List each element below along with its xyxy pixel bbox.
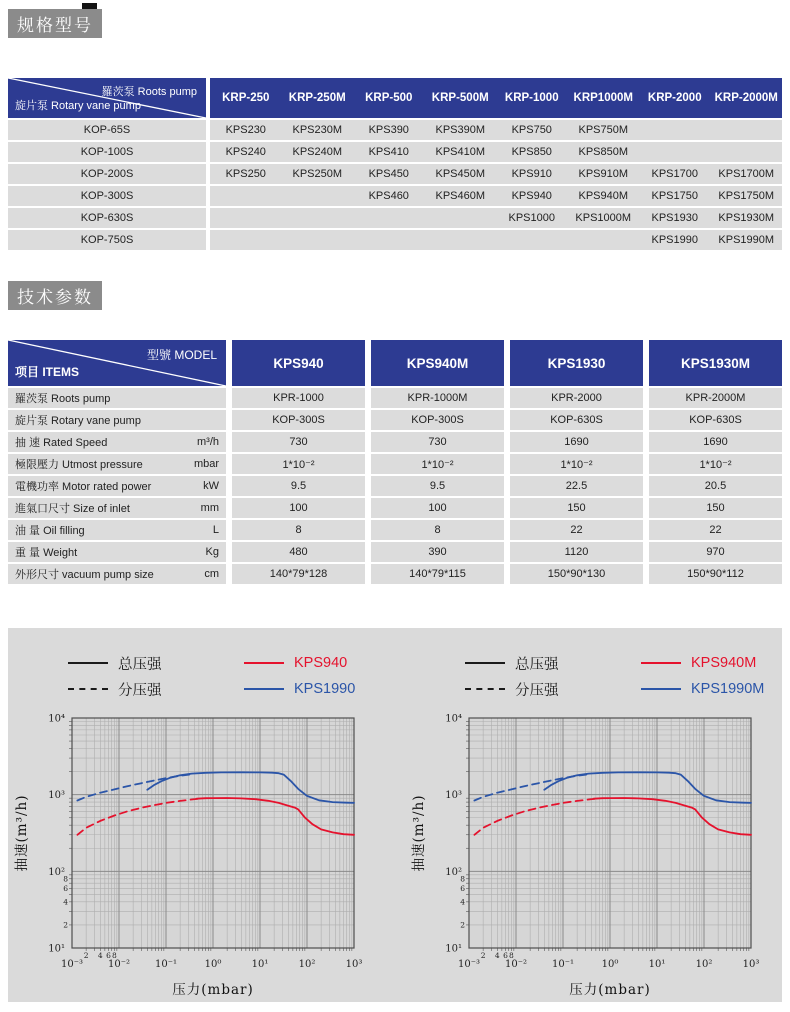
spec-value-cell: 1*10⁻² bbox=[232, 454, 365, 474]
combination-model-cell: KPS1700M bbox=[718, 168, 775, 180]
y-minor-tick-label: 8 bbox=[460, 874, 465, 884]
chart-kps940-kps1990 bbox=[8, 628, 395, 1002]
combination-model-cell bbox=[425, 230, 497, 250]
combination-model-cell bbox=[282, 186, 354, 206]
spec-value-cell: 140*79*128 bbox=[232, 564, 365, 584]
model-table-row bbox=[8, 142, 782, 162]
legend-line-swatch bbox=[68, 688, 108, 690]
model-table-row bbox=[8, 120, 782, 140]
spec-value-cell: 1*10⁻² bbox=[371, 454, 504, 474]
model-table-corner-cell bbox=[8, 78, 206, 118]
combination-model-cell: KPS1930M bbox=[718, 212, 775, 224]
legend-item bbox=[68, 679, 244, 700]
legend-line-swatch bbox=[465, 662, 505, 664]
legend-label: KPS940M bbox=[691, 655, 757, 671]
spec-table-row bbox=[8, 564, 782, 584]
roots-pump-column-header: KRP-500M bbox=[431, 92, 489, 104]
combination-model-cell: KPS910 bbox=[511, 168, 552, 180]
y-tick-label: 10³ bbox=[445, 790, 462, 802]
model-table-cells bbox=[210, 186, 782, 206]
corner-label-rotary-vane-pump: 旋片泵 Rotary vane pump bbox=[15, 100, 141, 112]
spec-column-header: KPS1930 bbox=[510, 340, 643, 386]
corner-label-items: 项目 ITEMS bbox=[15, 365, 80, 379]
combination-model-cell: KPS410 bbox=[368, 146, 409, 158]
spec-column-header: KPS940M bbox=[371, 340, 504, 386]
rotary-vane-pump-model: KOP-200S bbox=[8, 164, 206, 184]
y-tick-label: 10¹ bbox=[445, 943, 462, 955]
combination-model-cell bbox=[568, 230, 640, 250]
combination-model-cell bbox=[353, 230, 425, 250]
spec-row-label-cell bbox=[8, 542, 226, 562]
x-minor-tick-label: 2 bbox=[83, 951, 89, 960]
x-tick-label: 10⁰ bbox=[204, 959, 222, 970]
roots-pump-column-header: KRP-500 bbox=[365, 92, 413, 104]
legend-item bbox=[244, 681, 355, 697]
spec-value-cell: 1690 bbox=[649, 432, 782, 452]
spec-item-unit: cm bbox=[204, 568, 219, 580]
combination-model-cell: KPS230 bbox=[225, 124, 266, 136]
x-minor-tick-label: 2 bbox=[480, 951, 486, 960]
combination-model-cell: KPS1000 bbox=[508, 212, 555, 224]
spec-value-cell: 150*90*112 bbox=[649, 564, 782, 584]
rotary-vane-pump-model: KOP-65S bbox=[8, 120, 206, 140]
spec-row-label-cell bbox=[8, 476, 226, 496]
spec-table-row bbox=[8, 388, 782, 408]
x-minor-tick-label: 8 bbox=[509, 951, 514, 960]
x-tick-label: 10⁻² bbox=[504, 959, 528, 970]
x-minor-tick-label: 4 bbox=[97, 951, 103, 960]
combination-model-cell: KPS1000M bbox=[575, 212, 632, 224]
spec-item-label: 羅茨泵 Roots pump bbox=[15, 393, 111, 405]
y-minor-tick-label: 8 bbox=[63, 874, 68, 884]
combination-model-cell bbox=[210, 208, 282, 228]
combination-model-cell: KPS460M bbox=[435, 190, 486, 202]
speed-pressure-chart bbox=[405, 704, 785, 1004]
spec-value-cell: 9.5 bbox=[371, 476, 504, 496]
spec-value-cell: 150 bbox=[510, 498, 643, 518]
combination-model-cell: KPS1700 bbox=[651, 168, 698, 180]
legend-label: 总压强 bbox=[515, 656, 559, 673]
combination-model-cell: KPS410M bbox=[435, 146, 486, 158]
spec-value-cell: 1690 bbox=[510, 432, 643, 452]
rotary-vane-pump-model: KOP-100S bbox=[8, 142, 206, 162]
combination-model-cell: KPS1750M bbox=[718, 190, 775, 202]
spec-table-row bbox=[8, 476, 782, 496]
spec-item-unit: mbar bbox=[193, 458, 219, 470]
combination-model-cell bbox=[353, 208, 425, 228]
roots-pump-column-header: KRP-250M bbox=[288, 92, 346, 104]
x-tick-label: 10⁻³ bbox=[60, 959, 84, 970]
combination-model-cell: KPS240 bbox=[225, 146, 266, 158]
spec-row-label-cell bbox=[8, 432, 226, 452]
spec-item-label: 進氣口尺寸 Size of inlet bbox=[15, 503, 130, 515]
combination-model-cell bbox=[425, 208, 497, 228]
combination-model-cell: KPS250 bbox=[225, 168, 266, 180]
spec-column-header: KPS940 bbox=[232, 340, 365, 386]
chart-legend bbox=[68, 650, 355, 702]
spec-item-label: 抽 速 Rated Speed bbox=[15, 437, 108, 449]
model-table-row bbox=[8, 208, 782, 228]
legend-item bbox=[641, 681, 764, 697]
legend-label: 总压强 bbox=[118, 656, 162, 673]
x-tick-label: 10¹ bbox=[648, 959, 666, 970]
legend-item bbox=[641, 655, 764, 671]
performance-charts-panel bbox=[8, 628, 782, 1002]
x-tick-label: 10⁻³ bbox=[457, 959, 481, 970]
model-table-row bbox=[8, 164, 782, 184]
x-tick-label: 10³ bbox=[345, 959, 363, 970]
y-axis-label: 抽速(m³/h) bbox=[14, 794, 30, 872]
combination-model-cell bbox=[639, 120, 711, 140]
spec-item-label: 電機功率 Motor rated power bbox=[15, 481, 152, 493]
combination-model-cell bbox=[639, 142, 711, 162]
spec-row-label-cell bbox=[8, 388, 226, 408]
y-tick-label: 10⁴ bbox=[48, 713, 65, 725]
technical-parameters-table bbox=[8, 340, 782, 584]
spec-value-cell: KPR-2000M bbox=[649, 388, 782, 408]
model-table-columns bbox=[210, 78, 782, 118]
spec-item-unit: kW bbox=[203, 480, 219, 492]
legend-item bbox=[465, 653, 641, 674]
y-tick-label: 10⁴ bbox=[445, 713, 462, 725]
legend-item bbox=[465, 679, 641, 700]
spec-item-unit: L bbox=[212, 524, 219, 536]
combination-model-cell: KPS230M bbox=[292, 124, 343, 136]
x-minor-tick-label: 6 bbox=[503, 951, 508, 960]
roots-pump-column-header: KRP-250 bbox=[222, 92, 270, 104]
spec-row-label-cell bbox=[8, 454, 226, 474]
spec-value-cell: 730 bbox=[232, 432, 365, 452]
spec-value-cell: 140*79*115 bbox=[371, 564, 504, 584]
roots-pump-column-header: KRP1000M bbox=[573, 92, 633, 104]
y-minor-tick-label: 6 bbox=[63, 883, 68, 893]
model-table-header bbox=[8, 78, 782, 118]
spec-value-cell: 22 bbox=[649, 520, 782, 540]
model-table-cells bbox=[210, 142, 782, 162]
combination-model-cell: KPS850 bbox=[511, 146, 552, 158]
combination-model-cell: KPS240M bbox=[292, 146, 343, 158]
rotary-vane-pump-model: KOP-300S bbox=[8, 186, 206, 206]
spec-table-row bbox=[8, 498, 782, 518]
combination-model-cell bbox=[711, 120, 783, 140]
spec-item-unit: Kg bbox=[205, 546, 219, 558]
combination-model-cell: KPS390M bbox=[435, 124, 486, 136]
legend-item bbox=[244, 655, 355, 671]
y-minor-tick-label: 2 bbox=[63, 920, 68, 930]
model-table-cells bbox=[210, 208, 782, 228]
combination-model-cell: KPS850M bbox=[578, 146, 629, 158]
legend-line-swatch bbox=[641, 688, 681, 690]
combination-model-cell: KPS1750 bbox=[651, 190, 698, 202]
spec-value-cell: 1120 bbox=[510, 542, 643, 562]
corner-label-model: 型號 MODEL bbox=[146, 348, 217, 362]
spec-value-cell: KOP-630S bbox=[510, 410, 643, 430]
x-tick-label: 10⁻¹ bbox=[551, 959, 575, 970]
y-minor-tick-label: 2 bbox=[460, 920, 465, 930]
legend-line-swatch bbox=[465, 688, 505, 690]
y-tick-label: 10¹ bbox=[48, 943, 65, 955]
section-title-spec: 规格型号 bbox=[8, 9, 102, 38]
x-minor-tick-label: 8 bbox=[112, 951, 117, 960]
legend-label: KPS1990M bbox=[691, 681, 765, 697]
spec-value-cell: KPR-1000M bbox=[371, 388, 504, 408]
y-tick-label: 10² bbox=[445, 866, 462, 878]
spec-value-cell: 730 bbox=[371, 432, 504, 452]
spec-item-label: 極限壓力 Utmost pressure bbox=[15, 459, 143, 471]
spec-table-row bbox=[8, 542, 782, 562]
spec-row-label-cell bbox=[8, 520, 226, 540]
combination-model-cell bbox=[282, 208, 354, 228]
spec-value-cell: 8 bbox=[371, 520, 504, 540]
rotary-vane-pump-model: KOP-630S bbox=[8, 208, 206, 228]
model-table-cells bbox=[210, 120, 782, 140]
model-table-row bbox=[8, 186, 782, 206]
combination-model-cell: KPS390 bbox=[368, 124, 409, 136]
spec-item-unit: mm bbox=[200, 502, 219, 514]
spec-value-cell: KOP-300S bbox=[371, 410, 504, 430]
spec-item-label: 重 量 Weight bbox=[15, 547, 78, 559]
chart-kps940m-kps1990m bbox=[395, 628, 782, 1002]
combination-model-cell bbox=[496, 230, 568, 250]
spec-row-label-cell bbox=[8, 564, 226, 584]
x-minor-tick-label: 4 bbox=[494, 951, 500, 960]
rotary-vane-pump-model: KOP-750S bbox=[8, 230, 206, 250]
spec-value-cell: KOP-300S bbox=[232, 410, 365, 430]
combination-model-cell: KPS940 bbox=[511, 190, 552, 202]
spec-value-cell: 8 bbox=[232, 520, 365, 540]
spec-item-unit: m³/h bbox=[197, 436, 219, 448]
spec-table-row bbox=[8, 432, 782, 452]
spec-value-cell: 100 bbox=[371, 498, 504, 518]
x-tick-label: 10² bbox=[298, 959, 316, 970]
chart-legend bbox=[465, 650, 764, 702]
x-tick-label: 10³ bbox=[742, 959, 760, 970]
x-minor-tick-label: 6 bbox=[106, 951, 111, 960]
spec-value-cell: 20.5 bbox=[649, 476, 782, 496]
legend-label: 分压强 bbox=[515, 682, 559, 699]
combination-model-cell: KPS750 bbox=[511, 124, 552, 136]
legend-label: 分压强 bbox=[118, 682, 162, 699]
combination-model-cell: KPS460 bbox=[368, 190, 409, 202]
combination-model-cell: KPS1930 bbox=[651, 212, 698, 224]
spec-table-row bbox=[8, 520, 782, 540]
spec-value-cell: 480 bbox=[232, 542, 365, 562]
spec-value-cell: 390 bbox=[371, 542, 504, 562]
corner-label-roots-pump: 羅茨泵 Roots pump bbox=[101, 86, 197, 98]
model-combination-table bbox=[8, 78, 782, 250]
combination-model-cell bbox=[210, 230, 282, 250]
spec-value-cell: 22.5 bbox=[510, 476, 643, 496]
combination-model-cell: KPS1990M bbox=[718, 234, 775, 246]
model-table-row bbox=[8, 230, 782, 250]
x-tick-label: 10² bbox=[695, 959, 713, 970]
spec-value-cell: 150 bbox=[649, 498, 782, 518]
combination-model-cell: KPS450M bbox=[435, 168, 486, 180]
spec-column-header: KPS1930M bbox=[649, 340, 782, 386]
model-table-body bbox=[8, 120, 782, 250]
combination-model-cell: KPS450 bbox=[368, 168, 409, 180]
legend-label: KPS1990 bbox=[294, 681, 356, 697]
x-tick-label: 10⁻² bbox=[107, 959, 131, 970]
x-tick-label: 10⁰ bbox=[601, 959, 619, 970]
section-title-tech: 技术参数 bbox=[8, 281, 102, 310]
combination-model-cell bbox=[282, 230, 354, 250]
y-minor-tick-label: 6 bbox=[460, 883, 465, 893]
spec-item-label: 旋片泵 Rotary vane pump bbox=[15, 415, 141, 427]
model-table-cells bbox=[210, 164, 782, 184]
y-minor-tick-label: 4 bbox=[63, 897, 68, 907]
x-tick-label: 10⁻¹ bbox=[154, 959, 178, 970]
legend-line-swatch bbox=[244, 662, 284, 664]
spec-item-label: 外形尺寸 vacuum pump size bbox=[15, 569, 154, 581]
legend-line-swatch bbox=[68, 662, 108, 664]
spec-table-row bbox=[8, 410, 782, 430]
combination-model-cell: KPS910M bbox=[578, 168, 629, 180]
x-tick-label: 10¹ bbox=[251, 959, 269, 970]
spec-value-cell: 1*10⁻² bbox=[649, 454, 782, 474]
roots-pump-column-header: KRP-2000 bbox=[647, 92, 702, 104]
combination-model-cell: KPS250M bbox=[292, 168, 343, 180]
spec-item-label: 油 量 Oil filling bbox=[15, 525, 85, 537]
roots-pump-column-header: KRP-2000M bbox=[714, 92, 778, 104]
y-tick-label: 10³ bbox=[48, 790, 65, 802]
spec-value-cell: 22 bbox=[510, 520, 643, 540]
spec-row-label-cell bbox=[8, 498, 226, 518]
y-axis-label: 抽速(m³/h) bbox=[411, 794, 427, 872]
spec-value-cell: 100 bbox=[232, 498, 365, 518]
combination-model-cell: KPS1990 bbox=[651, 234, 698, 246]
spec-row-label-cell bbox=[8, 410, 226, 430]
y-tick-label: 10² bbox=[48, 866, 65, 878]
combination-model-cell bbox=[210, 186, 282, 206]
spec-value-cell: KOP-630S bbox=[649, 410, 782, 430]
spec-value-cell: KPR-1000 bbox=[232, 388, 365, 408]
x-axis-label: 压力(mbar) bbox=[172, 982, 254, 998]
legend-line-swatch bbox=[641, 662, 681, 664]
model-table-cells bbox=[210, 230, 782, 250]
spec-value-cell: KPR-2000 bbox=[510, 388, 643, 408]
spec-value-cell: 150*90*130 bbox=[510, 564, 643, 584]
x-axis-label: 压力(mbar) bbox=[569, 982, 651, 998]
spec-table-body bbox=[8, 388, 782, 584]
legend-line-swatch bbox=[244, 688, 284, 690]
legend-item bbox=[68, 653, 244, 674]
legend-label: KPS940 bbox=[294, 655, 348, 671]
spec-value-cell: 9.5 bbox=[232, 476, 365, 496]
combination-model-cell: KPS940M bbox=[578, 190, 629, 202]
spec-value-cell: 970 bbox=[649, 542, 782, 562]
spec-table-row bbox=[8, 454, 782, 474]
combination-model-cell: KPS750M bbox=[578, 124, 629, 136]
speed-pressure-chart bbox=[8, 704, 388, 1004]
spec-table-corner-cell bbox=[8, 340, 226, 386]
roots-pump-column-header: KRP-1000 bbox=[504, 92, 559, 104]
combination-model-cell bbox=[711, 142, 783, 162]
spec-table-header bbox=[8, 340, 782, 386]
y-minor-tick-label: 4 bbox=[460, 897, 465, 907]
spec-table-columns bbox=[232, 340, 782, 386]
spec-value-cell: 1*10⁻² bbox=[510, 454, 643, 474]
